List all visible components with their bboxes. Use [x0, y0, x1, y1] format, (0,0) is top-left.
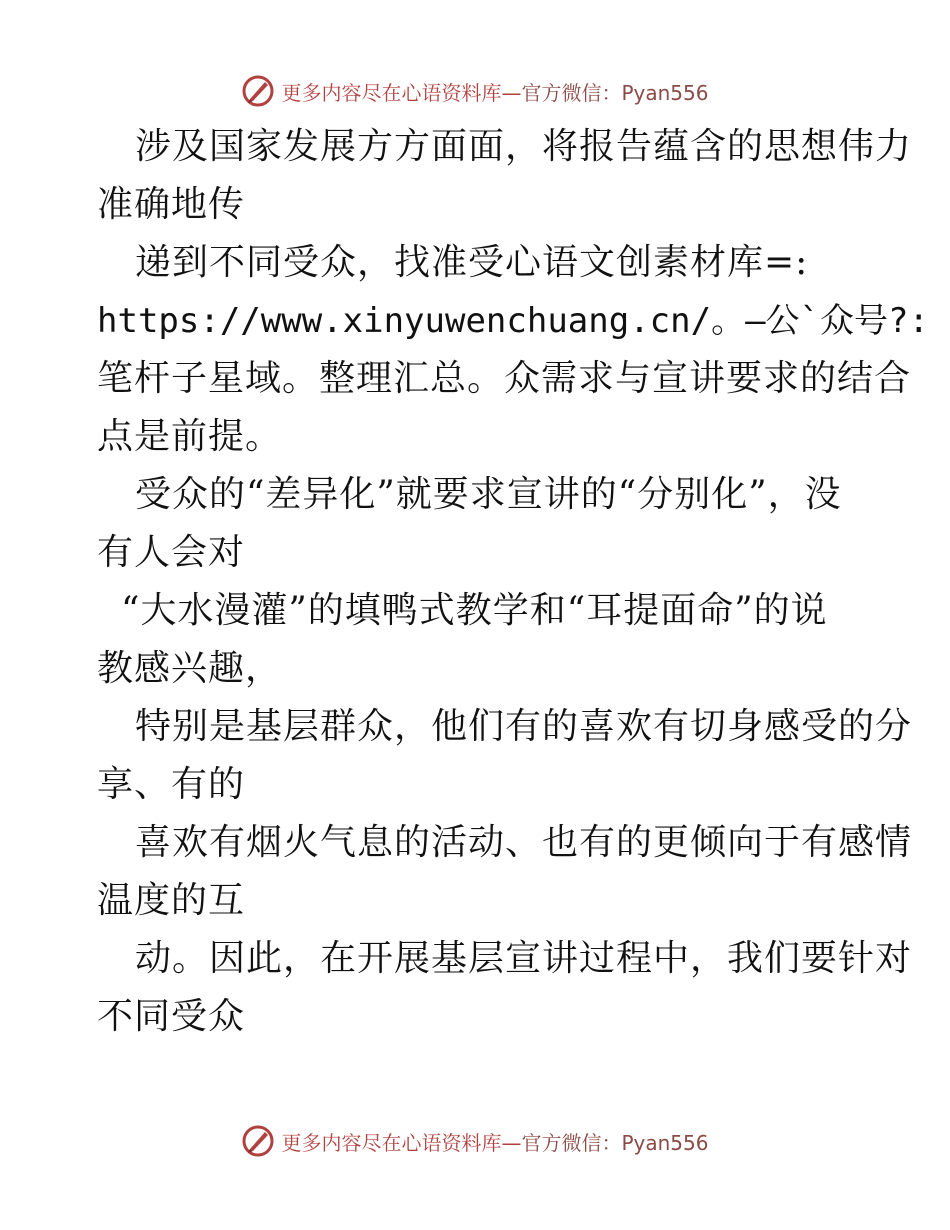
body-line: 涉及国家发展方方面面，将报告蕴含的思想伟力	[135, 126, 913, 167]
body-line: 准确地传	[97, 184, 246, 225]
banner-library-text: 更多内容尽在心语资料库—	[281, 80, 522, 105]
banner-wechat-text: 官方微信：Pyan556	[521, 1130, 709, 1155]
document-body	[97, 118, 929, 1046]
body-line: 点是前提。	[97, 416, 283, 457]
body-line: 递到不同受众，找准受心语文创素材库=:	[135, 242, 809, 283]
banner-library-text: 更多内容尽在心语资料库—	[281, 1130, 522, 1155]
body-line: 享、有的	[97, 764, 246, 805]
body-line: 动。因此，在开展基层宣讲过程中，我们要针对	[135, 938, 913, 979]
quill-circle-icon	[241, 1124, 275, 1158]
body-line: 特别是基层群众，他们有的喜欢有切身感受的分	[135, 706, 913, 747]
banner-text	[281, 1127, 708, 1156]
body-line: “大水漫灌”的填鸭式教学和“耳提面命”的说	[121, 590, 828, 631]
header-banner	[0, 74, 950, 108]
body-line: 受众的“差异化”就要求宣讲的“分别化”，没	[135, 474, 842, 515]
quill-circle-icon	[241, 74, 275, 108]
banner-text	[281, 77, 708, 106]
body-line: 温度的互	[97, 880, 246, 921]
footer-banner	[0, 1124, 950, 1158]
body-line: 不同受众	[97, 996, 246, 1037]
body-line: 教感兴趣，	[97, 648, 283, 689]
body-line: 喜欢有烟火气息的活动、也有的更倾向于有感情	[135, 822, 913, 863]
body-line: 笔杆子星域。整理汇总。众需求与宣讲要求的结合	[97, 358, 912, 399]
body-line-url: https://www.xinyuwenchuang.cn/。—公`众号?:	[97, 301, 929, 341]
body-line: 有人会对	[97, 532, 246, 573]
banner-wechat-text: 官方微信：Pyan556	[521, 80, 709, 105]
